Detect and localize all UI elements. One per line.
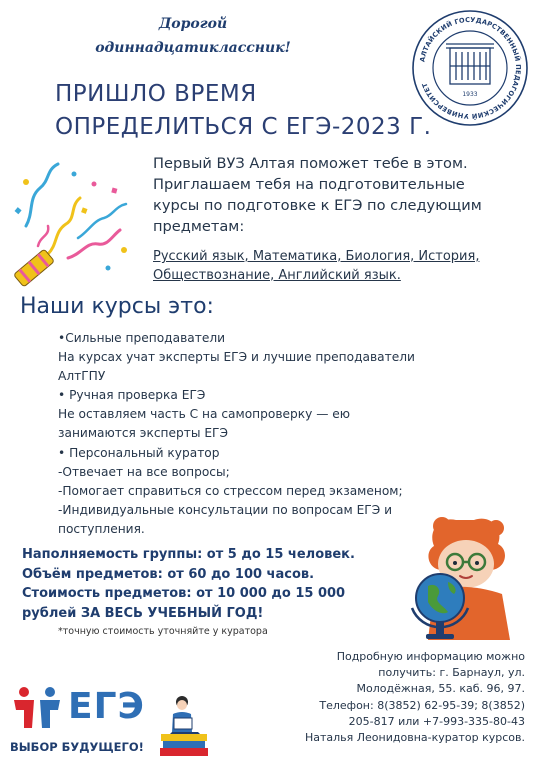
price-note: *точную стоимость уточняйте у куратора <box>58 626 268 637</box>
feature-line: поступления. <box>58 521 145 536</box>
feature-line: -Индивидуальные консультации по вопросам ЕГЭ и <box>58 502 393 517</box>
subjects-line: Обществознание, Английский язык. <box>153 268 401 283</box>
feature-line: -Помогает справиться со стрессом перед экзаменом; <box>58 483 403 498</box>
features-list <box>58 329 478 539</box>
feature-line: •Сильные преподаватели <box>58 331 226 345</box>
greeting-line-1: Дорогой <box>158 16 228 32</box>
intro-text <box>153 153 538 237</box>
contact-line: получить: г. Барнаул, ул. <box>378 666 525 680</box>
feature-line: занимаются эксперты ЕГЭ <box>58 426 228 441</box>
stats-line: рублей ЗА ВЕСЬ УЧЕБНЫЙ ГОД! <box>22 605 264 621</box>
party-popper-icon <box>8 158 148 290</box>
contact-line: 205-817 или +7-993-335-80-43 <box>348 714 525 728</box>
contact-info <box>280 649 525 746</box>
greeting-line-2: одиннадцатиклассник! <box>95 40 291 56</box>
feature-line: • Персональный куратор <box>58 445 220 460</box>
headline-line-1: ПРИШЛО ВРЕМЯ <box>55 81 257 107</box>
feature-line: • Ручная проверка ЕГЭ <box>58 388 206 403</box>
contact-line: Подробную информацию можно <box>336 650 525 663</box>
seal-year: 1933 <box>462 91 478 98</box>
ege-logo-text: ЕГЭ <box>68 686 145 727</box>
intro-line: Приглашаем тебя на подготовительные <box>153 176 465 193</box>
stats-line: Наполняемость группы: от 5 до 15 человек. <box>22 547 355 562</box>
courses-title: Наши курсы это: <box>20 294 214 319</box>
stats-line: Стоимость предметов: от 10 000 до 15 000 <box>22 586 346 601</box>
headline-line-2: ОПРЕДЕЛИТЬСЯ С ЕГЭ-2023 Г. <box>55 114 432 140</box>
intro-line: Первый ВУЗ Алтая поможет тебе в этом. <box>153 155 468 172</box>
subjects-line: Русский язык, Математика, Биология, История, <box>153 249 480 264</box>
student-reading-illustration <box>158 694 210 758</box>
feature-line: На курсах учат эксперты ЕГЭ и лучшие преподаватели <box>58 350 415 365</box>
feature-line: АлтГПУ <box>58 369 106 384</box>
seal-ring-text: АЛТАЙСКИЙ ГОСУДАРСТВЕННЫЙ ПЕДАГОГИЧЕСКИЙ УНИВЕРСИТЕТ <box>418 15 523 121</box>
intro-line: предметам: <box>153 218 245 235</box>
greeting <box>88 12 298 60</box>
girl-with-globe-illustration <box>398 512 528 642</box>
intro-line: курсы по подготовке к ЕГЭ по следующим <box>153 197 482 214</box>
course-stats <box>22 545 402 623</box>
feature-line: Не оставляем часть С на самопроверку — ею <box>58 407 351 422</box>
subjects-list <box>153 247 538 285</box>
stats-line: Объём предметов: от 60 до 100 часов. <box>22 566 315 582</box>
contact-line: Наталья Леонидовна-куратор курсов. <box>304 731 525 745</box>
contact-line: Телефон: 8(3852) 62-95-39; 8(3852) <box>319 698 525 712</box>
contact-line: Молодёжная, 55. каб. 96, 97. <box>356 682 525 696</box>
headline <box>55 78 431 144</box>
feature-line: -Отвечает на все вопросы; <box>58 464 230 479</box>
ege-slogan: ВЫБОР БУДУЩЕГО! <box>10 740 144 754</box>
